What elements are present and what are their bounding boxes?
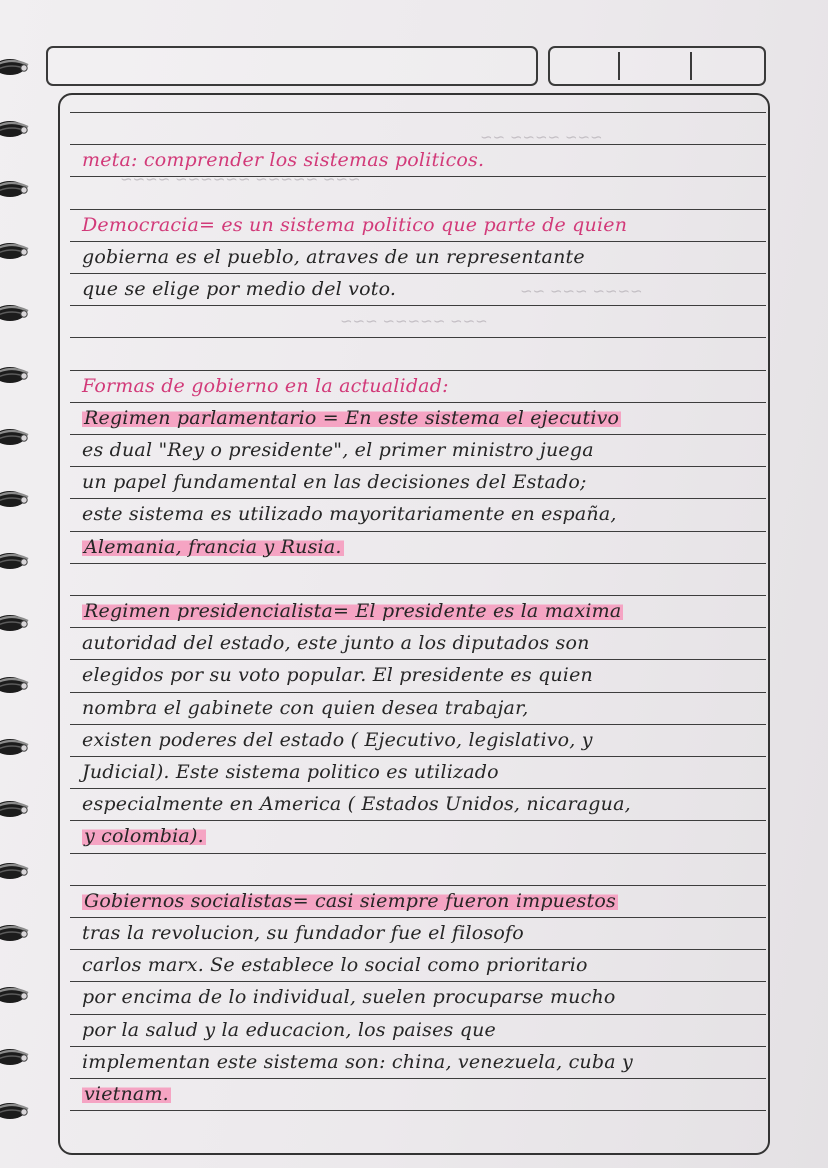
rule-line [70, 1110, 766, 1111]
date-divider [690, 52, 692, 80]
spiral-ring [0, 426, 34, 448]
rule-line [70, 370, 766, 371]
note-line: especialmente en America ( Estados Unidos, nicaragua, [82, 793, 631, 816]
spiral-ring [0, 1046, 34, 1068]
note-line-paises-parlamentario: Alemania, francia y Rusia. [84, 535, 342, 558]
rule-line [70, 434, 766, 435]
rule-line [70, 692, 766, 693]
spiral-ring [0, 1100, 34, 1122]
note-line-meta: meta: comprender los sistemas politicos. [82, 149, 485, 172]
rule-line [70, 563, 766, 564]
rule-line [70, 627, 766, 628]
rule-line [70, 917, 766, 918]
rule-line [70, 1014, 766, 1015]
rule-line [70, 466, 766, 467]
note-line: por encima de lo individual, suelen procuparse mucho [82, 986, 616, 1009]
note-line-parlamentario: Regimen parlamentario = En este sistema el ejecutivo [84, 406, 620, 429]
rule-line [70, 885, 766, 886]
rule-line [70, 788, 766, 789]
rule-line [70, 1046, 766, 1047]
rule-line [70, 498, 766, 499]
bleed-through-mark: ~~~ ~~~~ ~~ [480, 128, 603, 146]
rule-line [70, 241, 766, 242]
spiral-ring [0, 56, 34, 78]
spiral-ring [0, 118, 34, 140]
spiral-ring [0, 860, 34, 882]
note-line-vietnam: vietnam. [84, 1083, 169, 1105]
note-line: este sistema es utilizado mayoritariamente en españa, [82, 503, 617, 526]
note-line [82, 113, 768, 143]
header-title-box [46, 46, 538, 86]
note-line-democracia: Democracia= es un sistema politico que parte de quien [82, 213, 628, 236]
note-line-socialistas: Gobiernos socialistas= casi siempre fueron impuestos [84, 889, 616, 912]
spiral-ring [0, 488, 34, 510]
spiral-ring [0, 302, 34, 324]
note-line [82, 564, 768, 594]
note-line: un papel fundamental en las decisiones del Estado; [82, 471, 587, 494]
header-date-box [548, 46, 766, 86]
spiral-ring [0, 736, 34, 758]
bleed-through-mark: ~~~ ~~~~~ ~~~~~~ ~~~~ [120, 170, 361, 188]
rule-line [70, 853, 766, 854]
spiral-ring [0, 364, 34, 386]
note-line [82, 306, 768, 336]
spiral-ring [0, 178, 34, 200]
rule-line [70, 402, 766, 403]
rule-line [70, 1078, 766, 1079]
note-line: es dual "Rey o presidente", el primer ministro juega [82, 439, 594, 461]
rule-line [70, 659, 766, 660]
note-line: tras la revolucion, su fundador fue el filosofo [82, 922, 524, 944]
note-line: nombra el gabinete con quien desea trabajar, [82, 696, 529, 719]
note-line-colombia: y colombia). [84, 825, 204, 848]
rule-line [70, 209, 766, 210]
rule-line [70, 724, 766, 725]
note-line: que se elige por medio del voto. [82, 278, 397, 300]
note-line: Judicial). Este sistema politico es utilizado [82, 761, 499, 783]
rule-line [70, 112, 766, 113]
date-divider [618, 52, 620, 80]
rule-line [70, 949, 766, 950]
note-line: por la salud y la educacion, los paises que [82, 1018, 496, 1041]
note-line [82, 854, 768, 884]
spiral-ring [0, 550, 34, 572]
spiral-ring [0, 240, 34, 262]
spiral-ring [0, 674, 34, 696]
note-line: gobierna es el pueblo, atraves de un representante [82, 245, 585, 268]
spiral-ring [0, 984, 34, 1006]
note-line: existen poderes del estado ( Ejecutivo, legislativo, y [82, 728, 593, 751]
note-line [82, 338, 768, 368]
note-line-presidencialista: Regimen presidencialista= El presidente es la maxima [84, 600, 622, 622]
note-line: implementan este sistema son: china, venezuela, cuba y [82, 1050, 633, 1073]
rule-line [70, 981, 766, 982]
rule-line [70, 337, 766, 338]
rule-line [70, 595, 766, 596]
note-line: elegidos por su voto popular. El presidente es quien [82, 664, 593, 687]
rule-line [70, 531, 766, 532]
rule-line [70, 820, 766, 821]
spiral-ring [0, 798, 34, 820]
rule-line [70, 176, 766, 177]
note-line [82, 177, 768, 207]
bleed-through-mark: ~~~ ~~~~~ ~~~ [340, 312, 488, 330]
rule-line [70, 756, 766, 757]
rule-line [70, 305, 766, 306]
spiral-ring [0, 922, 34, 944]
note-line-formas-heading: Formas de gobierno en la actualidad: [82, 374, 449, 397]
note-line: carlos marx. Se establece lo social como prioritario [82, 954, 588, 977]
rule-line [70, 144, 766, 145]
note-line: autoridad del estado, este junto a los diputados son [82, 632, 590, 655]
rule-line [70, 273, 766, 274]
bleed-through-mark: ~~~~ ~~~ ~~ [520, 282, 643, 300]
spiral-ring [0, 612, 34, 634]
